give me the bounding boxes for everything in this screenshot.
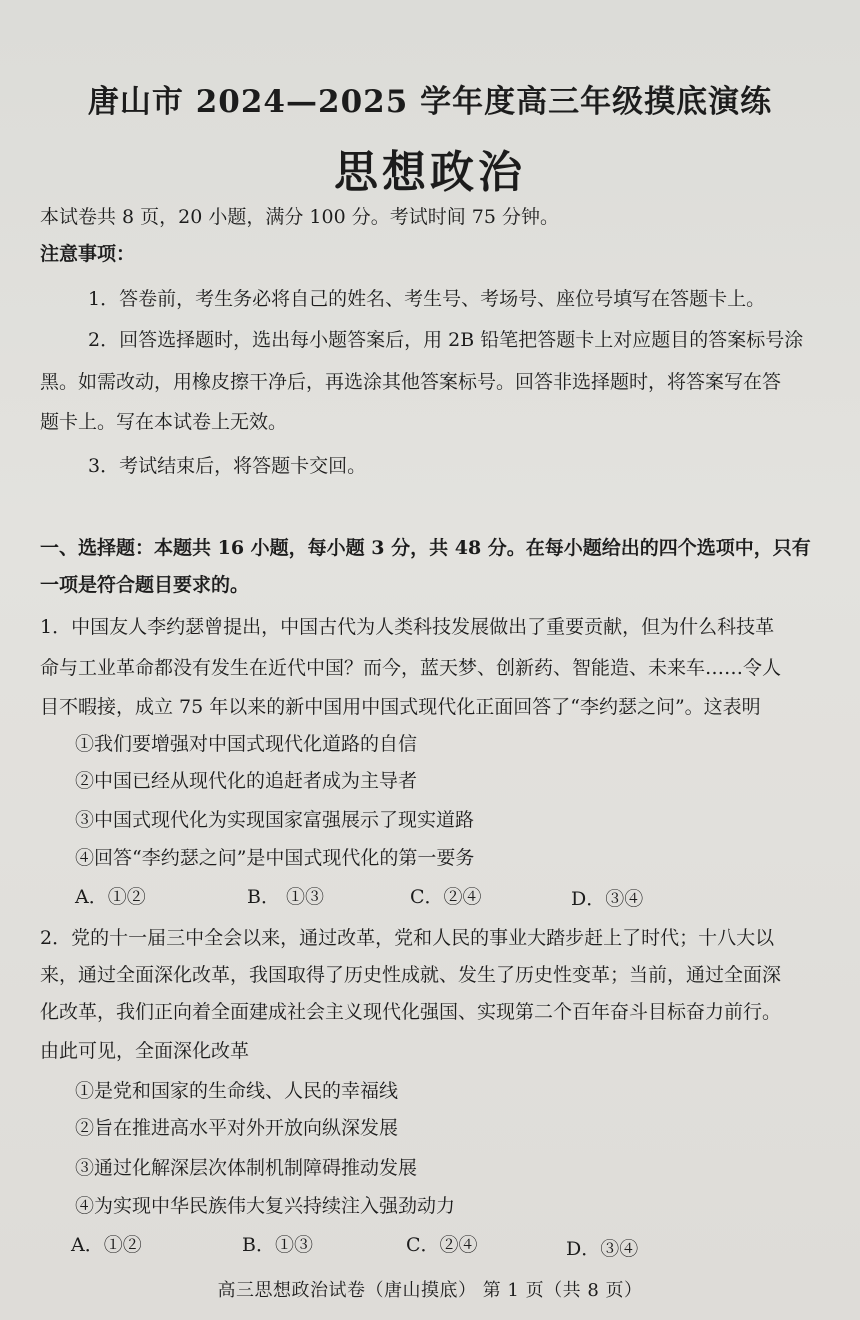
page-footer: 高三思想政治试卷（唐山摸底） 第 1 页（共 8 页） <box>217 1280 643 1301</box>
q1-stem-line2: 命与工业革命都没有发生在近代中国？而今，蓝天梦、创新药、智能造、未来车……令人 <box>40 657 782 679</box>
q1-choice-c: C．②④ <box>410 886 482 908</box>
q2-choice-c: C．②④ <box>406 1234 478 1256</box>
q1-statement-1: ①我们要增强对中国式现代化道路的自信 <box>75 733 418 755</box>
q1-choice-a: A．①② <box>75 886 146 908</box>
q2-choice-a: A．①② <box>71 1234 142 1256</box>
q1-choice-d: D．③④ <box>571 888 644 910</box>
exam-info: 本试卷共 8 页，20 小题，满分 100 分。考试时间 75 分钟。 <box>40 206 559 228</box>
q2-stem-line2: 来，通过全面深化改革，我国取得了历史性成就、发生了历史性变革；当前，通过全面深 <box>40 964 782 986</box>
section-heading-line1: 一、选择题：本题共 16 小题，每小题 3 分，共 48 分。在每小题给出的四个选项中，只有 <box>40 537 811 559</box>
q1-statement-4: ④回答“李约瑟之问”是中国式现代化的第一要务 <box>75 847 475 869</box>
notice-item-2-line2: 黑。如需改动，用橡皮擦干净后，再选涂其他答案标号。回答非选择题时，将答案写在答 <box>40 371 782 393</box>
notice-item-3: 3．考试结束后，将答题卡交回。 <box>88 455 367 477</box>
q1-choice-b: B． ①③ <box>247 886 325 908</box>
notice-item-1: 1．答卷前，考生务必将自己的姓名、考生号、考场号、座位号填写在答题卡上。 <box>88 288 766 310</box>
exam-title: 唐山市 2024—2025 学年度高三年级摸底演练 <box>87 84 773 120</box>
q1-statement-2: ②中国已经从现代化的追赶者成为主导者 <box>75 770 418 792</box>
section-heading-line2: 一项是符合题目要求的。 <box>40 574 250 596</box>
q2-stem-line3: 化改革，我们正向着全面建成社会主义现代化强国、实现第二个百年奋斗目标奋力前行。 <box>40 1001 782 1023</box>
q2-statement-3: ③通过化解深层次体制机制障碍推动发展 <box>75 1157 418 1179</box>
q2-choice-b: B．①③ <box>242 1234 313 1256</box>
subject-title: 思想政治 <box>334 147 526 198</box>
q2-statement-2: ②旨在推进高水平对外开放向纵深发展 <box>75 1117 399 1139</box>
q1-stem-line1: 1．中国友人李约瑟曾提出，中国古代为人类科技发展做出了重要贡献，但为什么科技革 <box>40 616 775 638</box>
q1-statement-3: ③中国式现代化为实现国家富强展示了现实道路 <box>75 809 475 831</box>
q2-choice-d: D．③④ <box>566 1238 639 1260</box>
q2-stem-line4: 由此可见，全面深化改革 <box>40 1040 250 1062</box>
notice-item-2-line3: 题卡上。写在本试卷上无效。 <box>40 411 288 433</box>
q2-statement-1: ①是党和国家的生命线、人民的幸福线 <box>75 1080 399 1102</box>
q2-stem-line1: 2．党的十一届三中全会以来，通过改革，党和人民的事业大踏步赶上了时代；十八大以 <box>40 927 775 949</box>
q1-stem-line3: 目不暇接，成立 75 年以来的新中国用中国式现代化正面回答了“李约瑟之问”。这表明 <box>40 696 761 718</box>
notice-heading: 注意事项： <box>40 243 136 265</box>
notice-item-2-line1: 2．回答选择题时，选出每小题答案后，用 2B 铅笔把答题卡上对应题目的答案标号涂 <box>88 329 804 351</box>
q2-statement-4: ④为实现中华民族伟大复兴持续注入强劲动力 <box>75 1195 456 1217</box>
